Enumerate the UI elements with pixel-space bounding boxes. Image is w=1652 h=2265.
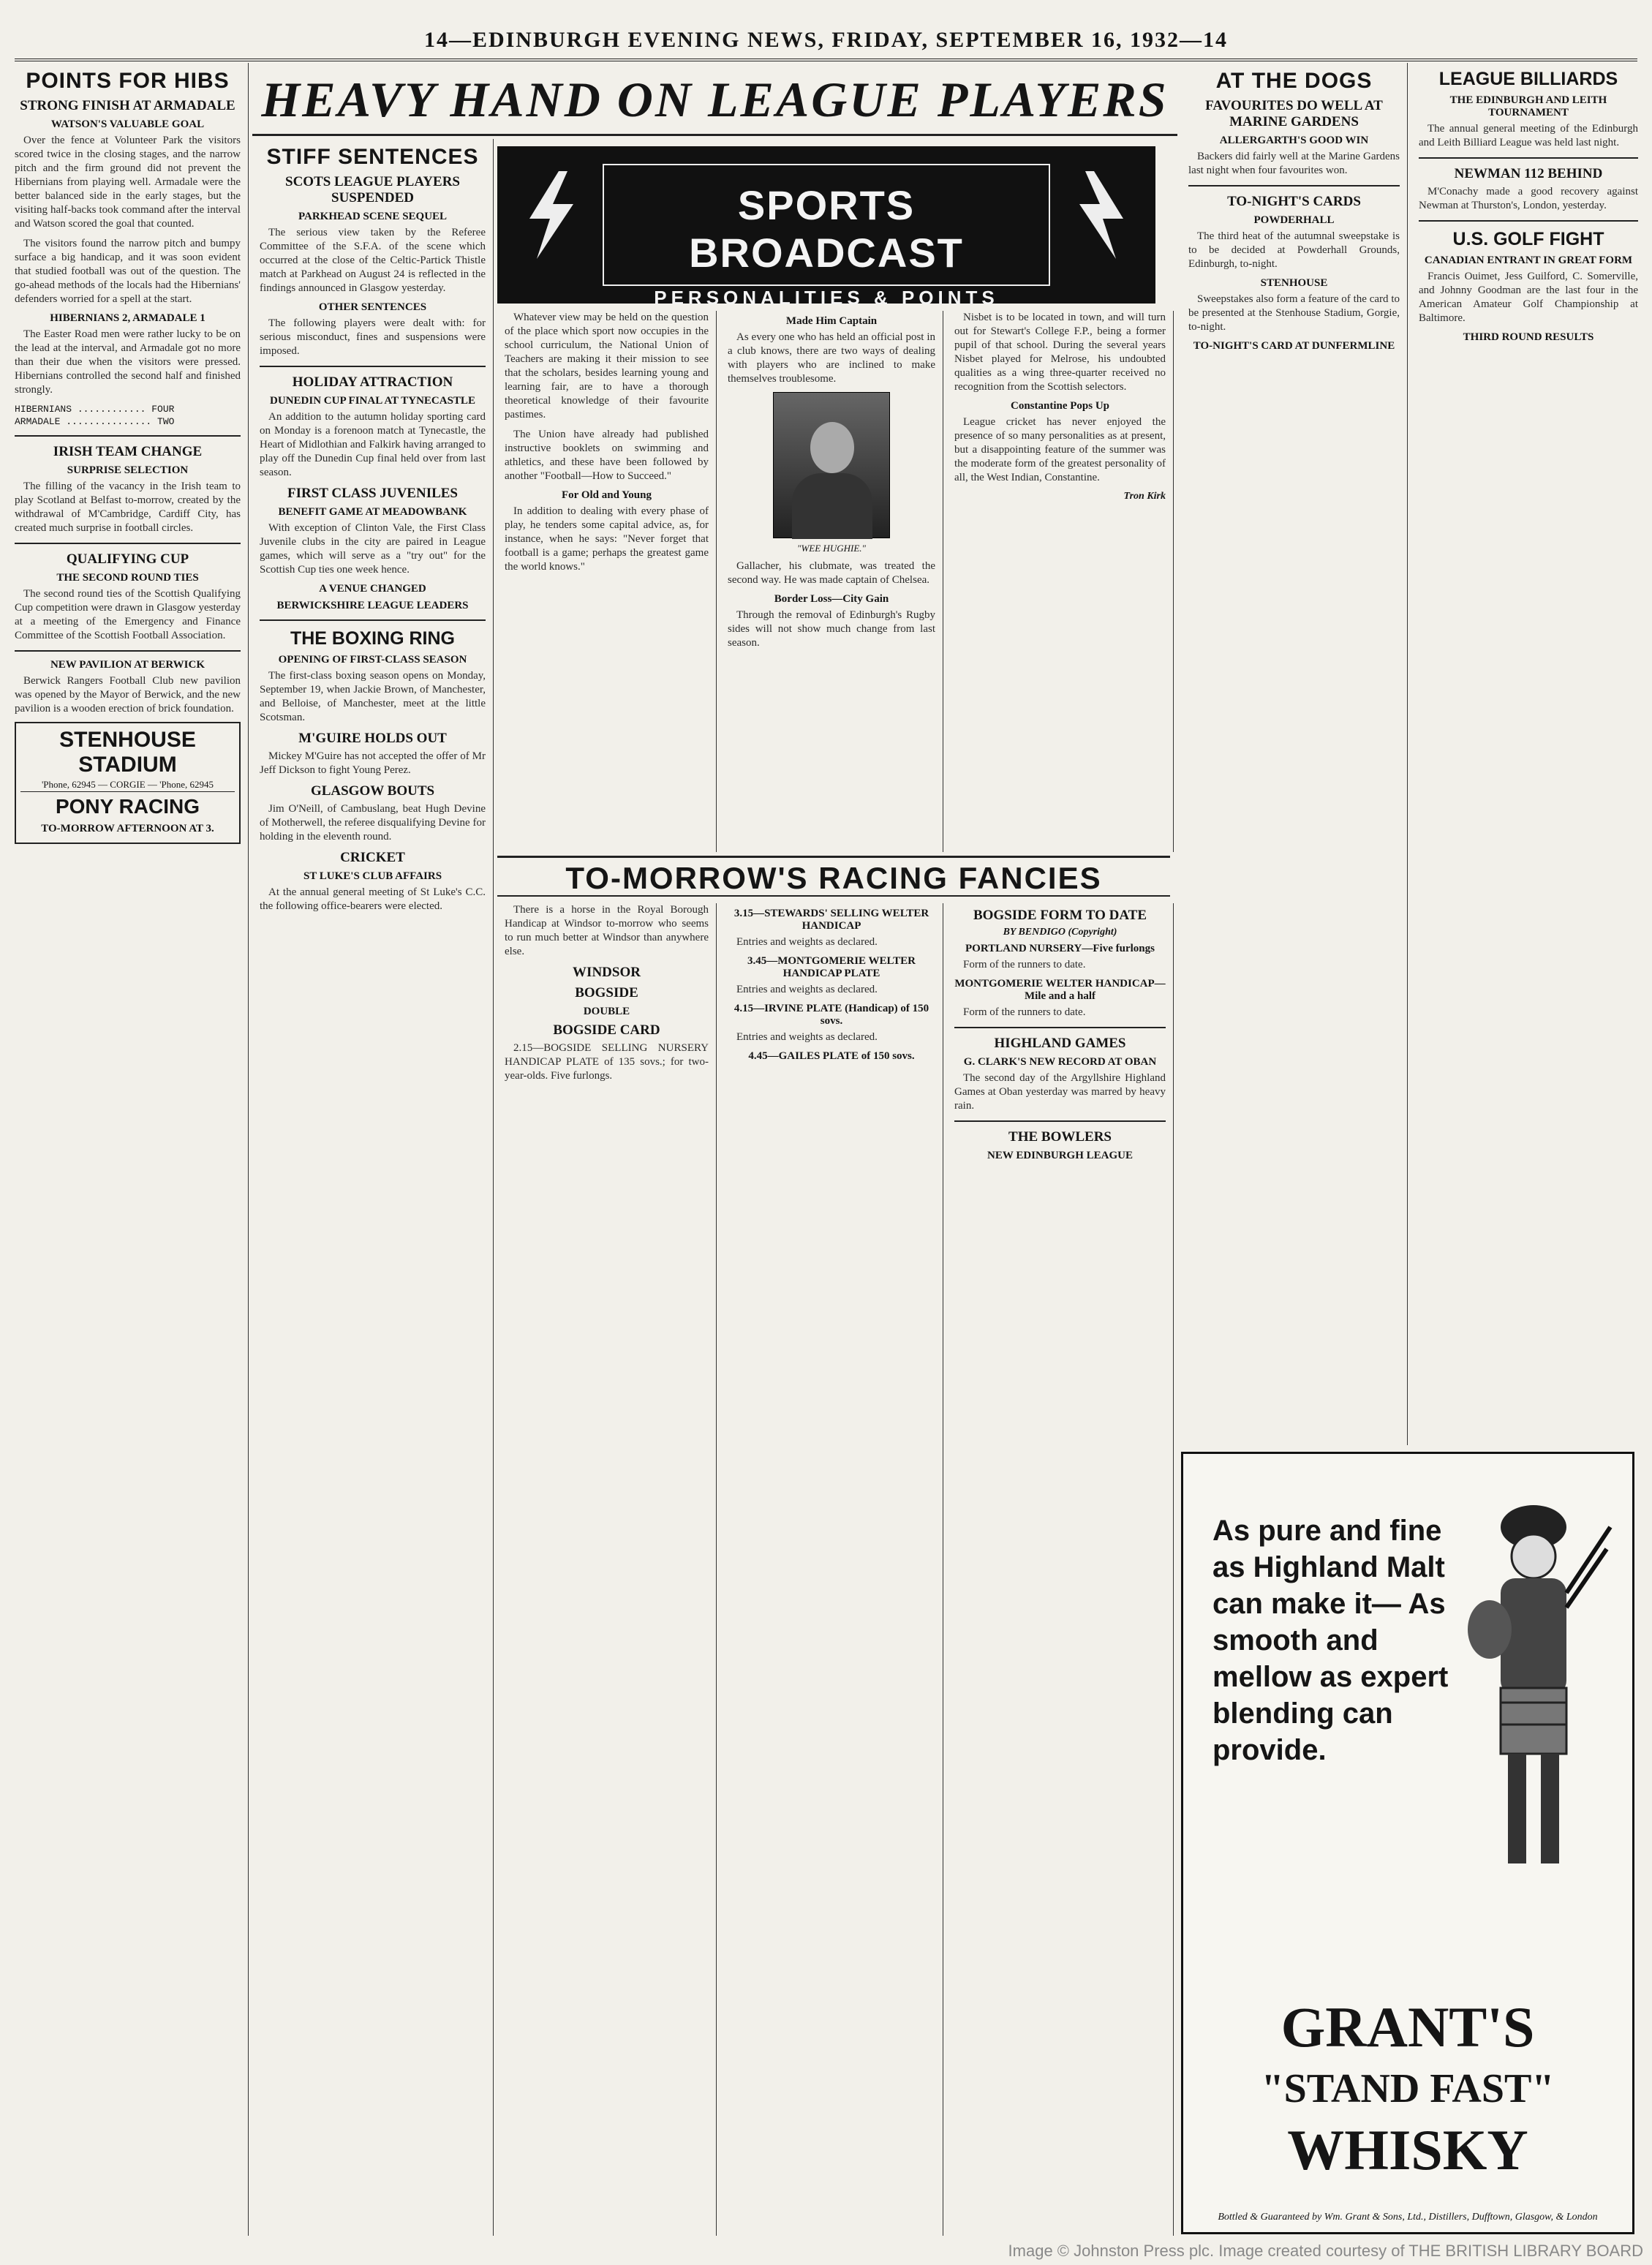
article-body: The following players were dealt with: for serious misconduct, fines and suspensions were imposed.	[260, 317, 486, 357]
headline-golf-fight: U.S. GOLF FIGHT	[1452, 229, 1604, 249]
article-body: As every one who has held an official post in a club knows, there are two ways of dealing with players who are inclined to make themselves troublesome.	[728, 331, 935, 385]
article-body: Entries and weights as declared.	[736, 984, 878, 995]
article-body: The second day of the Argyllshire Highland Games at Oban yesterday was marred by heavy rain.	[954, 1072, 1166, 1112]
pony-racing-title: PONY RACING	[55, 795, 200, 818]
subhead-surprise: SURPRISE SELECTION	[67, 464, 189, 476]
column-windsor	[497, 903, 717, 2236]
divider	[260, 619, 486, 621]
stenhouse-stadium-ad	[15, 722, 241, 844]
subhead-montgomerie: MONTGOMERIE WELTER HANDICAP—Mile and a half	[954, 978, 1166, 1002]
subhead-score: HIBERNIANS 2, ARMADALE 1	[50, 312, 205, 324]
article-body: M'Conachy made a good recovery against Newman at Thurston's, London, yesterday.	[1419, 186, 1638, 211]
grants-whisky-ad	[1181, 1452, 1634, 2234]
column-sports-text	[497, 311, 717, 852]
subhead-strong-finish: STRONG FINISH AT ARMADALE	[20, 98, 235, 113]
subhead-bogside-card: BOGSIDE CARD	[553, 1022, 660, 1038]
subhead-border-loss: Border Loss—City Gain	[774, 593, 889, 605]
subhead-windsor: WINDSOR	[573, 965, 641, 980]
race-irvine: 4.15—IRVINE PLATE (Handicap) of 150 sovs.	[733, 1003, 929, 1027]
subhead-allergarth: ALLERGARTH'S GOOD WIN	[1219, 135, 1369, 146]
article-body: The annual general meeting of the Edinburgh and Leith Billiard League was held last night.	[1419, 123, 1638, 148]
article-body: The filling of the vacancy in the Irish team to play Scotland at Belfast to-morrow, created by the withdrawal of M'Cambridge, Cardiff City, has created much surprise in football circles.	[15, 480, 241, 534]
subhead-tournament: THE EDINBURGH AND LEITH TOURNAMENT	[1449, 94, 1607, 118]
image-credit: Image © Johnston Press plc. Image created courtesy of THE BRITISH LIBRARY BOARD	[1008, 2242, 1643, 2260]
column-made-him-captain	[720, 311, 943, 852]
subhead-dunedin-cup: DUNEDIN CUP FINAL AT TYNECASTLE	[270, 395, 475, 407]
article-body: Form of the runners to date.	[963, 1006, 1086, 1018]
subhead-berwickshire: BERWICKSHIRE LEAGUE LEADERS	[276, 600, 469, 611]
article-body: The first-class boxing season opens on Monday, September 19, when Jackie Brown, of Manchester, and Belloise, of Manchester, meet at the little Scotsman.	[260, 670, 486, 723]
column-league-billiards	[1411, 63, 1645, 1445]
headline-holiday-attraction: HOLIDAY ATTRACTION	[292, 374, 453, 390]
result-table: HIBERNIANS ............ FOUR ARMADALE ............... TWO	[15, 404, 175, 427]
article-body: Nisbet is to be located in town, and will turn out for Stewart's College F.P., being a former pupil of that school. During the several years Nisbet played for Melrose, his undoubted qualities as a wing three-quarter received no recognition from the Scottish selectors.	[954, 312, 1166, 393]
race-montgomerie: 3.45—MONTGOMERIE WELTER HANDICAP PLATE	[747, 955, 916, 979]
subhead-constantine: Constantine Pops Up	[1010, 400, 1110, 412]
divider	[954, 1027, 1166, 1028]
article-body: The second round ties of the Scottish Qualifying Cup competition were drawn in Glasgow yesterday at a meeting of the Emergency and Finance Committee of the Scottish Football Association.	[15, 588, 241, 641]
main-banner-headline: HEAVY HAND ON LEAGUE PLAYERS	[252, 63, 1177, 136]
pony-racing-time: TO-MORROW AFTERNOON AT 3.	[41, 823, 214, 834]
article-body: Whatever view may be held on the question of the place which sport now occupies in the school curriculum, the National Union of Teachers are making it their mission to see that the scholars, besides learning young and learning fair, are to have a thorough theoretical knowledge of their favourite pastimes.	[505, 312, 709, 421]
column-at-the-dogs	[1181, 63, 1408, 1445]
player-photo	[773, 392, 890, 538]
subhead-double: DOUBLE	[583, 1006, 630, 1017]
headline-stiff-sentences: STIFF SENTENCES	[266, 145, 479, 169]
divider	[15, 435, 241, 437]
article-body: An addition to the autumn holiday sporting card on Monday is a forenoon match at Tynecastle, the Heart of Midlothian and Falkirk having arranged to play off the Dunedin Cup final held over from last season.	[260, 411, 486, 478]
headline-highland-games: HIGHLAND GAMES	[994, 1036, 1126, 1051]
brand-whisky: WHISKY	[1287, 2118, 1528, 2182]
subhead-favourites: FAVOURITES DO WELL AT MARINE GARDENS	[1205, 98, 1383, 129]
photo-caption: "WEE HUGHIE."	[797, 543, 866, 554]
broadcast-title-box	[603, 164, 1050, 309]
column-stiff-sentences	[252, 139, 494, 2236]
article-body: At the annual general meeting of St Luke's C.C. the following office-bearers were elected.	[260, 886, 486, 912]
subhead-made-him-captain: Made Him Captain	[785, 315, 878, 327]
subhead-stenhouse: STENHOUSE	[1260, 277, 1328, 289]
article-body: The Easter Road men were rather lucky to be on the lead at the interval, and Armadale got no more than their due when the visitors were pressed. Hibernians controlled the second half and finished strongly.	[15, 328, 241, 396]
lightning-bolt-icon	[1072, 171, 1131, 259]
highland-piper-illustration	[1449, 1483, 1618, 1893]
article-body: Entries and weights as declared.	[736, 1031, 878, 1043]
lightning-bolt-icon	[522, 171, 581, 259]
headline-racing-fancies: TO-MORROW'S RACING FANCIES	[497, 856, 1170, 897]
headline-points-for-hibs: POINTS FOR HIBS	[26, 69, 230, 93]
divider	[954, 1120, 1166, 1122]
article-body: Over the fence at Volunteer Park the visitors scored twice in the closing stages, and the narrow pitch and the firm ground did not prevent the Hibernians from playing well. Armadale were the better balanced side in the early stages, but the visiting half-backs took command after the interval and Watson scored the goal that counted.	[15, 135, 241, 230]
subhead-boxing-season: OPENING OF FIRST-CLASS SEASON	[278, 654, 467, 666]
column-points-for-hibs	[7, 63, 249, 2236]
article-body: Berwick Rangers Football Club new pavilion was opened by the Mayor of Berwick, and the new pavilion is a wooden erection of brick foundation.	[15, 675, 241, 715]
article-body: In addition to dealing with every phase of play, he tenders some capital advice, as, for instance, when he says: "Never forget that football is a game; perhaps the greatest game the world knows."	[505, 505, 709, 573]
headline-tonights-cards: TO-NIGHT'S CARDS	[1227, 194, 1361, 209]
article-body: The third heat of the autumnal sweepstake is to be decided at Powderhall Grounds, Edinburgh, to-night.	[1188, 230, 1400, 270]
sports-broadcast-banner	[497, 146, 1155, 309]
signoff: Tron Kirk	[1123, 491, 1166, 502]
stadium-phone: 'Phone, 62945 — CORGIE — 'Phone, 62945	[20, 777, 235, 792]
subhead-third-round: THIRD ROUND RESULTS	[1463, 331, 1594, 343]
article-body: The visitors found the narrow pitch and bumpy surface a big handicap, and it was soon evident that studied football was out of the question. The go-ahead methods of the locals had the Hibernians' defenders worried for a spell at the start.	[15, 238, 241, 305]
subhead-players-suspended: SCOTS LEAGUE PLAYERS SUSPENDED	[285, 174, 460, 206]
race-gailes: 4.45—GAILES PLATE of 150 sovs.	[748, 1050, 915, 1062]
subhead-venue-changed: A VENUE CHANGED	[319, 583, 426, 595]
headline-cricket: CRICKET	[340, 850, 405, 865]
ad-copy: As pure and fine as Highland Malt can make it— As smooth and mellow as expert blending can provide.	[1212, 1515, 1449, 1766]
subhead-second-round: THE SECOND ROUND TIES	[56, 572, 199, 584]
headline-league-billiards: LEAGUE BILLIARDS	[1438, 69, 1618, 89]
article-body: The serious view taken by the Referee Committee of the S.F.A. of the scene which occurred at the close of the Celtic-Partick Thistle match at Parkhead on August 24 is reflected in the findings announced in Glasgow yesterday.	[260, 227, 486, 294]
headline-first-class-juveniles: FIRST CLASS JUVENILES	[287, 486, 458, 501]
broadcast-subtitle: PERSONALITIES & POINTS	[654, 287, 999, 309]
ad-brand	[1183, 1997, 1632, 2181]
race-stewards: 3.15—STEWARDS' SELLING WELTER HANDICAP	[733, 908, 929, 932]
article-body: Sweepstakes also form a feature of the card to be presented at the Stenhouse Stadium, Gorgie, to-night.	[1188, 293, 1400, 333]
stadium-name: STENHOUSE STADIUM	[59, 728, 196, 777]
divider	[1419, 157, 1638, 159]
subhead-st-lukes: ST LUKE'S CLUB AFFAIRS	[303, 870, 442, 882]
headline-qualifying-cup: QUALIFYING CUP	[66, 551, 189, 567]
subhead-bowlers-league: NEW EDINBURGH LEAGUE	[987, 1150, 1133, 1161]
headline-bowlers: THE BOWLERS	[1008, 1129, 1112, 1145]
column-nisbet	[947, 311, 1174, 852]
article-body: League cricket has never enjoyed the presence of so many personalities as at present, but a disappointing feature of the summer was the moderate form of the greatest personality of all, the West Indian, Constantine.	[954, 416, 1166, 483]
subhead-clark-record: G. CLARK'S NEW RECORD AT OBAN	[963, 1056, 1157, 1068]
headline-new-pavilion: NEW PAVILION AT BERWICK	[50, 659, 205, 671]
headline-at-the-dogs: AT THE DOGS	[1215, 69, 1373, 93]
article-body: Entries and weights as declared.	[736, 936, 878, 948]
headline-glasgow-bouts: GLASGOW BOUTS	[310, 783, 435, 799]
divider	[260, 366, 486, 367]
divider	[1419, 220, 1638, 222]
article-body: Francis Ouimet, Jess Guilford, C. Somerville, and Johnny Goodman are the last four in the American Amateur Golf Championship at Baltimore.	[1419, 271, 1638, 324]
article-body: Form of the runners to date.	[963, 959, 1086, 971]
subhead-bogside: BOGSIDE	[575, 985, 638, 1000]
subhead-parkhead: PARKHEAD SCENE SEQUEL	[298, 211, 448, 222]
subhead-benefit-game: BENEFIT GAME AT MEADOWBANK	[278, 506, 467, 518]
subhead-other-sentences: OTHER SENTENCES	[318, 301, 427, 313]
brand-grants: GRANT'S	[1281, 1995, 1535, 2059]
headline-irish-team: IRISH TEAM CHANGE	[53, 444, 203, 459]
subhead-powderhall: POWDERHALL	[1253, 214, 1335, 226]
subhead-old-and-young: For Old and Young	[562, 489, 652, 501]
divider	[1188, 185, 1400, 186]
brand-stand-fast: "STAND FAST"	[1261, 2066, 1555, 2111]
ad-fine-print: Bottled & Guaranteed by Wm. Grant & Sons, Ltd., Distillers, Dufftown, Glasgow, & London	[1218, 2212, 1598, 2223]
headline-mguire: M'GUIRE HOLDS OUT	[298, 731, 447, 746]
subhead-canadian: CANADIAN ENTRANT IN GREAT FORM	[1424, 255, 1633, 266]
article-body: Mickey M'Guire has not accepted the offer of Mr Jeff Dickson to fight Young Perez.	[260, 750, 486, 776]
headline-bogside-form: BOGSIDE FORM TO DATE	[973, 908, 1147, 923]
masthead: 14—EDINBURGH EVENING NEWS, FRIDAY, SEPTEMBER 16, 1932—14	[15, 28, 1637, 61]
article-body: Through the removal of Edinburgh's Rugby sides will not show much change from last season.	[728, 609, 935, 649]
divider	[15, 650, 241, 652]
subhead-portland-nursery: PORTLAND NURSERY—Five furlongs	[965, 943, 1155, 954]
column-bogside-form	[947, 903, 1174, 2236]
subhead-dunfermline: TO-NIGHT'S CARD AT DUNFERMLINE	[1193, 340, 1395, 352]
broadcast-title: SPORTS BROADCAST	[689, 182, 964, 276]
article-body: Gallacher, his clubmate, was treated the second way. He was made captain of Chelsea.	[728, 560, 935, 586]
column-race-entries	[720, 903, 943, 2236]
headline-newman: NEWMAN 112 BEHIND	[1454, 166, 1603, 181]
article-body: The Union have already had published instructive booklets on swimming and athletics, and these have been followed by another "Football—How to Succeed."	[505, 429, 709, 482]
divider	[15, 543, 241, 544]
article-body: 2.15—BOGSIDE SELLING NURSERY HANDICAP PLATE of 135 sovs.; for two-year-olds. Five furlongs.	[505, 1042, 709, 1082]
headline-boxing-ring: THE BOXING RING	[290, 628, 455, 649]
article-body: Backers did fairly well at the Marine Gardens last night when four favourites won.	[1188, 151, 1400, 176]
article-body: Jim O'Neill, of Cambuslang, beat Hugh Devine of Motherwell, the referee disqualifying Devine for holding in the eleventh round.	[260, 803, 486, 843]
subhead-watsons-goal: WATSON'S VALUABLE GOAL	[50, 118, 205, 130]
byline-bendigo: BY BENDIGO (Copyright)	[1003, 927, 1117, 938]
article-body: There is a horse in the Royal Borough Handicap at Windsor to-morrow who seems to run much better at Windsor than anywhere else.	[505, 904, 709, 957]
article-body: With exception of Clinton Vale, the First Class Juvenile clubs in the city are paired in League games, which will serve as a "try out" for the Scottish Cup ties one week hence.	[260, 522, 486, 576]
